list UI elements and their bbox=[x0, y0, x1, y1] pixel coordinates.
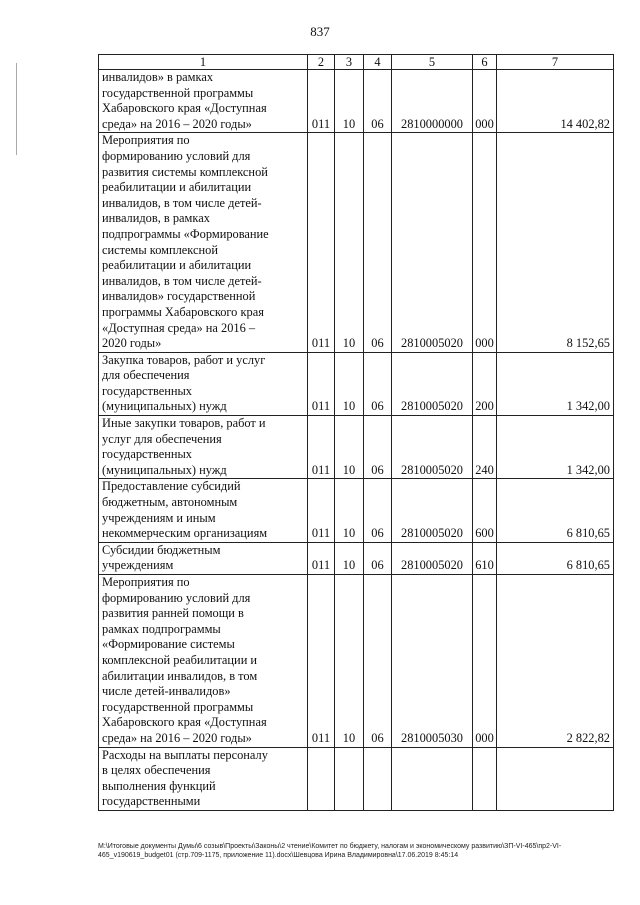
row-code-col2: 011 bbox=[308, 575, 335, 748]
row-code-col5: 2810005020 bbox=[392, 133, 473, 352]
row-code-col2: 011 bbox=[308, 133, 335, 352]
row-code-col6 bbox=[473, 747, 497, 810]
row-code-col3: 10 bbox=[335, 70, 364, 133]
row-code-col3: 10 bbox=[335, 575, 364, 748]
column-header: 6 bbox=[473, 55, 497, 70]
row-code-col3: 10 bbox=[335, 416, 364, 479]
row-description: Иные закупки товаров, работ и услуг для обеспечения государственных (муниципальных) нужд bbox=[99, 416, 308, 479]
scan-margin-line bbox=[16, 63, 17, 155]
row-amount: 14 402,82 bbox=[497, 70, 614, 133]
row-code-col2: 011 bbox=[308, 416, 335, 479]
column-header: 7 bbox=[497, 55, 614, 70]
row-code-col2 bbox=[308, 747, 335, 810]
row-code-col3: 10 bbox=[335, 133, 364, 352]
row-code-col3: 10 bbox=[335, 479, 364, 542]
row-description: Мероприятия по формированию условий для развития ранней помощи в рамках подпрограммы «Формирование системы комплексной реабилитации и абилитации инвалидов, в том числе детей-инвалидов» государственной программы Хабаровского края «Доступная среда» на 2016 – 2020 годы» bbox=[99, 575, 308, 748]
file-path-footer: M:\Итоговые документы Думы\6 созыв\Проекты\Законы\2 чтение\Комитет по бюджету, налогам и экономическому развитию\ЗП-VI-465\пр2-VI- 465_v190619_budget01 (стр.709-1175, приложение 11).docx\Шевцова Ирина Владимировна\17.06.2019 8:45:14 bbox=[98, 843, 562, 859]
row-description: Мероприятия по формированию условий для развития системы комплексной реабилитации и абилитации инвалидов, в том числе детей- инвалидов, в рамках подпрограммы «Формирование системы комплексной реабилитации и абилитации инвалидов, в том числе детей- инвалидов» государственной программы Хабаровского края «Доступная среда» на 2016 – 2020 годы» bbox=[99, 133, 308, 352]
row-code-col5: 2810005020 bbox=[392, 542, 473, 574]
row-code-col6: 200 bbox=[473, 352, 497, 415]
table-row bbox=[99, 352, 614, 415]
row-code-col2: 011 bbox=[308, 542, 335, 574]
table-row bbox=[99, 747, 614, 810]
table-row bbox=[99, 542, 614, 574]
row-amount: 6 810,65 bbox=[497, 479, 614, 542]
row-code-col4: 06 bbox=[364, 542, 392, 574]
row-amount bbox=[497, 747, 614, 810]
column-header: 5 bbox=[392, 55, 473, 70]
page-number: 837 bbox=[310, 24, 330, 39]
row-code-col5 bbox=[392, 747, 473, 810]
row-code-col4: 06 bbox=[364, 416, 392, 479]
row-amount: 8 152,65 bbox=[497, 133, 614, 352]
column-header: 4 bbox=[364, 55, 392, 70]
row-description: Расходы на выплаты персоналу в целях обеспечения выполнения функций государственными bbox=[99, 747, 308, 810]
row-code-col5: 2810005020 bbox=[392, 479, 473, 542]
table-row bbox=[99, 416, 614, 479]
row-code-col6: 000 bbox=[473, 575, 497, 748]
row-code-col4: 06 bbox=[364, 352, 392, 415]
row-code-col4: 06 bbox=[364, 133, 392, 352]
budget-table bbox=[98, 54, 614, 811]
row-description: инвалидов» в рамках государственной программы Хабаровского края «Доступная среда» на 2016 – 2020 годы» bbox=[99, 70, 308, 133]
column-header: 1 bbox=[99, 55, 308, 70]
table-row bbox=[99, 479, 614, 542]
row-description: Закупка товаров, работ и услуг для обеспечения государственных (муниципальных) нужд bbox=[99, 352, 308, 415]
row-code-col3: 10 bbox=[335, 542, 364, 574]
row-code-col3 bbox=[335, 747, 364, 810]
row-amount: 1 342,00 bbox=[497, 416, 614, 479]
row-code-col6: 610 bbox=[473, 542, 497, 574]
row-code-col6: 000 bbox=[473, 133, 497, 352]
column-header: 2 bbox=[308, 55, 335, 70]
row-code-col4: 06 bbox=[364, 70, 392, 133]
row-amount: 2 822,82 bbox=[497, 575, 614, 748]
row-code-col2: 011 bbox=[308, 70, 335, 133]
table-header-row bbox=[99, 55, 614, 70]
row-amount: 1 342,00 bbox=[497, 352, 614, 415]
row-code-col5: 2810005020 bbox=[392, 416, 473, 479]
row-code-col2: 011 bbox=[308, 352, 335, 415]
table-row bbox=[99, 70, 614, 133]
row-code-col4 bbox=[364, 747, 392, 810]
row-code-col5: 2810005030 bbox=[392, 575, 473, 748]
row-code-col5: 2810005020 bbox=[392, 352, 473, 415]
table-row bbox=[99, 575, 614, 748]
row-code-col6: 600 bbox=[473, 479, 497, 542]
table-row bbox=[99, 133, 614, 352]
row-amount: 6 810,65 bbox=[497, 542, 614, 574]
row-code-col4: 06 bbox=[364, 479, 392, 542]
column-header: 3 bbox=[335, 55, 364, 70]
row-description: Субсидии бюджетным учреждениям bbox=[99, 542, 308, 574]
row-code-col2: 011 bbox=[308, 479, 335, 542]
row-code-col5: 2810000000 bbox=[392, 70, 473, 133]
row-code-col3: 10 bbox=[335, 352, 364, 415]
row-code-col6: 240 bbox=[473, 416, 497, 479]
row-description: Предоставление субсидий бюджетным, автономным учреждениям и иным некоммерческим организациям bbox=[99, 479, 308, 542]
row-code-col4: 06 bbox=[364, 575, 392, 748]
row-code-col6: 000 bbox=[473, 70, 497, 133]
